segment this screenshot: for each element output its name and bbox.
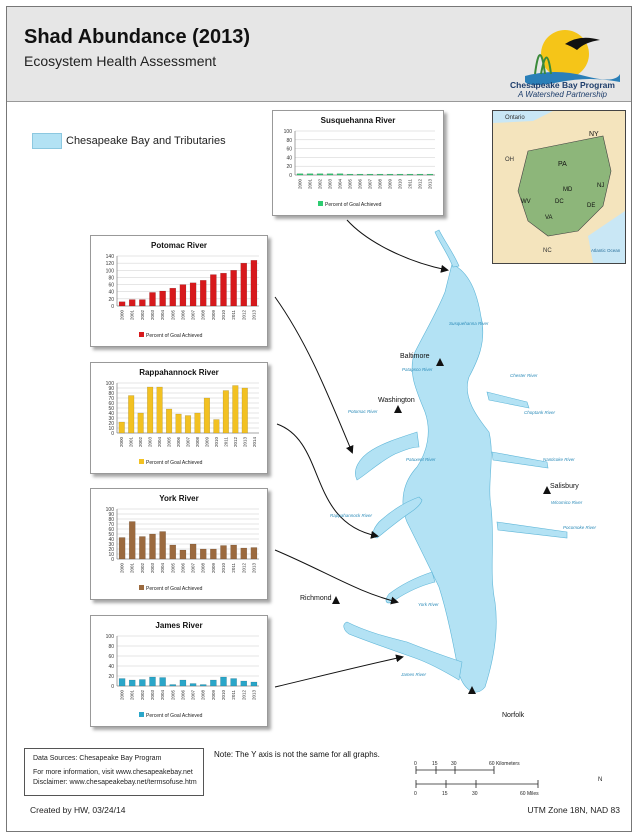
y-axis-note: Note: The Y axis is not the same for all graphs. [214,750,380,759]
x-tick-label: 2012 [232,437,238,448]
bar [357,174,363,175]
bar [129,300,135,306]
x-tick-label: 2003 [327,179,333,190]
bar [210,549,216,559]
x-tick-label: 2001 [128,437,134,448]
x-tick-label: 2004 [157,437,163,448]
chart-york [90,488,268,600]
scale-mi-0: 0 [414,791,417,797]
bar [317,174,323,175]
bar [138,413,144,433]
x-tick-label: 2004 [160,690,166,701]
legend-swatch-bay [32,133,62,149]
potomac-water [355,432,419,480]
x-tick-label: 2003 [150,563,155,574]
bar [139,537,145,560]
chart-title: Rappahannock River [139,368,219,377]
bar [232,386,238,434]
river-label-susquehanna: Susquehanna River [449,321,489,326]
bar [190,684,196,687]
bar [220,546,226,560]
x-tick-label: 2002 [138,437,144,448]
legend-swatch [139,585,144,590]
x-tick-label: 2007 [190,690,196,701]
x-tick-label: 2006 [357,179,363,190]
x-tick-label: 2007 [367,179,373,190]
y-tick-label: 0 [111,304,114,310]
x-tick-label: 2013 [251,563,257,574]
y-tick-label: 60 [108,401,114,407]
x-tick-label: 2009 [210,310,216,321]
y-tick-label: 0 [111,684,114,690]
bar [241,681,247,686]
bar [214,420,220,434]
bar [251,260,257,306]
x-tick-label: 2010 [221,310,226,321]
scale-km-0: 0 [414,761,417,767]
y-tick-label: 80 [108,644,114,650]
x-tick-label: 2005 [166,437,172,448]
bar [170,288,176,306]
scale-km-30: 30 [451,761,457,767]
y-tick-label: 80 [108,517,114,523]
x-tick-label: 2012 [417,179,423,190]
created-by-text: Created by HW, 03/24/14 [30,805,126,815]
chart-james [90,615,268,727]
arrow-james [275,657,402,687]
y-tick-label: 100 [105,268,114,275]
river-label-james: James River [401,672,427,677]
chart-title: Potomac River [150,241,208,250]
bar [223,391,229,434]
y-tick-label: 90 [108,512,114,518]
chart-title: York River [159,494,199,503]
x-tick-label: 2011 [407,179,413,189]
bar [427,174,433,175]
river-label-rappahannock: Rappahannock River [330,513,373,518]
bar [176,414,182,433]
y-tick-label: 80 [286,137,292,144]
x-tick-label: 2008 [377,179,383,190]
inset-label-atlantic: Atlantic Ocean [591,248,621,253]
x-tick-label: 2003 [150,690,155,701]
bar [220,677,226,686]
locator-inset-map [492,110,626,264]
york-water [386,572,435,603]
bar [160,532,166,560]
chesapeake-bay-water [403,264,496,692]
x-tick-label: 2012 [241,310,247,321]
inset-label-nc: NC [543,248,552,254]
chart-rappahannock [90,362,268,474]
bar [195,413,201,433]
x-tick-label: 2008 [200,563,206,574]
x-tick-label: 2011 [231,690,237,700]
bar [139,680,145,687]
legend-swatch [139,712,144,717]
scale-mi-60: 60 Miles [520,791,539,797]
x-tick-label: 2005 [347,179,353,190]
x-tick-label: 2012 [241,563,247,574]
y-tick-label: 80 [108,275,114,282]
bar [139,300,145,306]
y-tick-label: 20 [108,296,114,303]
y-tick-label: 20 [108,674,114,680]
bar [128,396,134,434]
river-label-york: York River [418,602,439,607]
y-tick-label: 50 [108,532,114,538]
y-tick-label: 140 [105,254,114,260]
x-tick-label: 2010 [213,437,219,448]
y-tick-label: 40 [108,289,114,296]
x-tick-label: 2009 [210,563,216,574]
bar [170,685,176,687]
bar [204,398,210,433]
legend-swatch [318,201,323,206]
bar [149,677,155,686]
y-tick-label: 20 [286,164,292,171]
arrow-susquehanna [347,220,447,270]
x-tick-label: 2000 [119,690,125,701]
bar [160,291,166,306]
bar [160,678,166,687]
bar [397,174,403,175]
data-sources-box [24,748,204,796]
bar [251,548,257,560]
x-tick-label: 2001 [129,310,135,321]
x-tick-label: 2009 [387,179,393,190]
bar [180,680,186,686]
y-tick-label: 30 [108,542,114,548]
inset-label-wv: WV [521,199,531,205]
x-tick-label: 2005 [170,563,176,574]
x-tick-label: 2004 [160,310,166,321]
inset-label-oh: OH [505,157,514,163]
page-subtitle: Ecosystem Health Assessment [24,53,217,69]
x-tick-label: 2006 [180,310,186,321]
x-tick-label: 2008 [194,437,200,448]
river-label-wicomico: Wicomico River [551,500,583,505]
bar [251,682,257,686]
bar [119,302,125,306]
bar [220,273,226,306]
legend-label: Percent of Goal Achieved [146,586,203,592]
river-label-pocomoke: Pocomoke River [563,525,597,530]
bar [119,538,125,560]
inset-label-nj: NJ [597,183,605,189]
bar [242,388,248,433]
arrow-york [275,550,397,602]
y-tick-label: 0 [111,557,114,563]
bar [377,174,383,175]
x-tick-label: 2000 [119,310,125,321]
bar [210,275,216,306]
y-tick-label: 10 [108,552,114,558]
data-sources-text: Data Sources: Chesapeake Bay Program [33,755,162,762]
bar [297,174,303,175]
richmond-marker [332,596,340,604]
x-tick-label: 2004 [337,179,343,190]
city-label-washington: Washington [378,397,415,404]
bar [407,174,413,175]
city-label-baltimore: Baltimore [400,353,430,360]
x-tick-label: 2009 [210,690,216,701]
x-tick-label: 2010 [221,690,226,701]
projection-text: UTM Zone 18N, NAD 83 [527,805,620,815]
logo-name: Chesapeake Bay Program [510,80,615,90]
bar [367,174,373,175]
y-tick-label: 20 [108,547,114,553]
logo-tagline: A Watershed Partnership [518,90,607,99]
y-tick-label: 0 [111,431,114,437]
bar [327,174,333,175]
x-tick-label: 2001 [307,179,313,190]
inset-label-va: VA [545,215,553,221]
inset-label-ny: NY [589,131,599,138]
bar [119,422,125,433]
x-tick-label: 2013 [251,690,257,701]
city-label-norfolk: Norfolk [502,712,525,719]
bar [180,550,186,559]
bar [200,685,206,687]
bar [231,679,237,687]
legend-swatch [139,332,144,337]
inset-map-graphic [493,111,625,263]
chart-title: James River [155,621,203,630]
legend-label: Percent of Goal Achieved [146,460,203,466]
bar [119,679,125,687]
city-label-richmond: Richmond [300,595,332,602]
x-tick-label: 2008 [200,310,206,321]
bar [241,263,247,306]
x-tick-label: 2005 [170,310,176,321]
bar [231,270,237,306]
x-tick-label: 2001 [129,563,135,574]
river-label-potomac: Potomac River [348,409,378,414]
x-tick-label: 2013 [251,310,257,321]
scale-km-60: 60 Kilometers [489,761,520,767]
bar [129,522,135,560]
river-label-choptank: Choptank River [524,410,556,415]
x-tick-label: 2010 [397,179,403,190]
scale-km-15: 15 [432,761,438,767]
x-tick-label: 2011 [231,310,237,320]
x-tick-label: 2006 [180,690,186,701]
x-tick-label: 2006 [180,563,186,574]
bar [166,409,172,433]
x-tick-label: 2007 [190,563,196,574]
washington-marker [394,405,402,413]
susquehanna-water [435,230,459,267]
y-tick-label: 20 [108,421,114,427]
arrow-rappahannock [277,424,377,536]
y-tick-label: 10 [108,426,114,432]
scale-mi-15: 15 [442,791,448,797]
x-tick-label: 2011 [231,563,237,573]
y-tick-label: 70 [108,396,114,402]
y-tick-label: 30 [108,416,114,422]
bar [147,387,153,433]
bar [149,534,155,559]
city-label-salisbury: Salisbury [550,483,579,490]
y-tick-label: 60 [108,282,114,289]
x-tick-label: 2005 [170,690,176,701]
bar [241,548,247,559]
x-tick-label: 2013 [242,437,248,448]
legend-label: Percent of Goal Achieved [325,202,382,208]
y-tick-label: 40 [108,537,114,543]
bar [129,680,135,686]
x-tick-label: 2000 [119,437,125,448]
x-tick-label: 2002 [317,179,323,190]
bar [170,545,176,559]
legend-label: Percent of Goal Achieved [146,713,203,719]
x-tick-label: 2002 [139,310,145,321]
x-tick-label: 2008 [200,690,206,701]
y-tick-label: 80 [108,391,114,397]
scale-mi-30: 30 [472,791,478,797]
x-tick-label: 2009 [204,437,210,448]
bar [190,283,196,306]
bar [231,545,237,559]
x-tick-label: 2000 [297,179,303,190]
x-tick-label: 2007 [185,437,191,448]
inset-label-de: DE [587,203,596,209]
river-label-patapsco: Patapsco River [402,367,433,372]
y-tick-label: 60 [108,654,114,660]
x-tick-label: 2003 [150,310,155,321]
bar [200,280,206,306]
x-tick-label: 2004 [160,563,166,574]
bar [387,174,393,175]
x-tick-label: 2007 [190,310,196,321]
x-tick-label: 2000 [119,563,125,574]
x-tick-label: 2002 [139,563,145,574]
y-tick-label: 60 [286,146,292,153]
north-arrow: N [598,777,603,783]
x-tick-label: 2014 [251,437,257,448]
legend-swatch [139,459,144,464]
river-label-patuxent: Patuxent River [406,457,436,462]
y-tick-label: 70 [108,522,114,528]
y-tick-label: 40 [286,155,292,162]
y-tick-label: 90 [108,386,114,392]
inset-label-ontario: Ontario [505,115,525,121]
inset-label-md: MD [563,187,573,193]
y-tick-label: 0 [289,173,292,179]
inset-label-dc: DC [555,199,564,205]
bar [347,174,353,175]
bar [180,285,186,306]
bar [337,174,343,175]
bar [149,292,155,306]
legend-label-bay: Chesapeake Bay and Tributaries [66,135,226,147]
y-tick-label: 100 [105,634,114,640]
chart-title: Susquehanna River [320,116,396,125]
river-label-nanticoke: Nanticoke River [543,457,575,462]
x-tick-label: 2012 [241,690,247,701]
x-tick-label: 2003 [147,437,153,448]
y-tick-label: 50 [108,406,114,412]
x-tick-label: 2006 [176,437,182,448]
bar [190,544,196,559]
bar [210,680,216,686]
more-info-text: For more information, visit www.chesapeakebay.net [33,769,193,776]
y-tick-label: 120 [105,261,114,268]
page-title: Shad Abundance (2013) [24,26,250,48]
chart-susquehanna [272,110,444,216]
y-tick-label: 100 [105,381,114,387]
bar [185,416,191,434]
bar [417,174,423,175]
legend-label: Percent of Goal Achieved [146,333,203,339]
bar [157,387,163,433]
chart-potomac [90,235,268,347]
disclaimer-text: Disclaimer: www.chesapeakebay.net/termsofuse.htm [33,779,197,786]
y-tick-label: 40 [108,411,114,417]
x-tick-label: 2002 [139,690,145,701]
x-tick-label: 2001 [129,690,135,701]
bar [200,549,206,559]
y-tick-label: 40 [108,664,114,670]
scale-bar [412,760,542,800]
inset-label-pa: PA [558,161,567,168]
y-tick-label: 100 [283,129,292,135]
y-tick-label: 60 [108,527,114,533]
bar [307,174,313,175]
x-tick-label: 2010 [221,563,226,574]
x-tick-label: 2011 [223,437,229,447]
river-label-chester: Chester River [510,373,538,378]
x-tick-label: 2013 [427,179,433,190]
y-tick-label: 100 [105,507,114,513]
